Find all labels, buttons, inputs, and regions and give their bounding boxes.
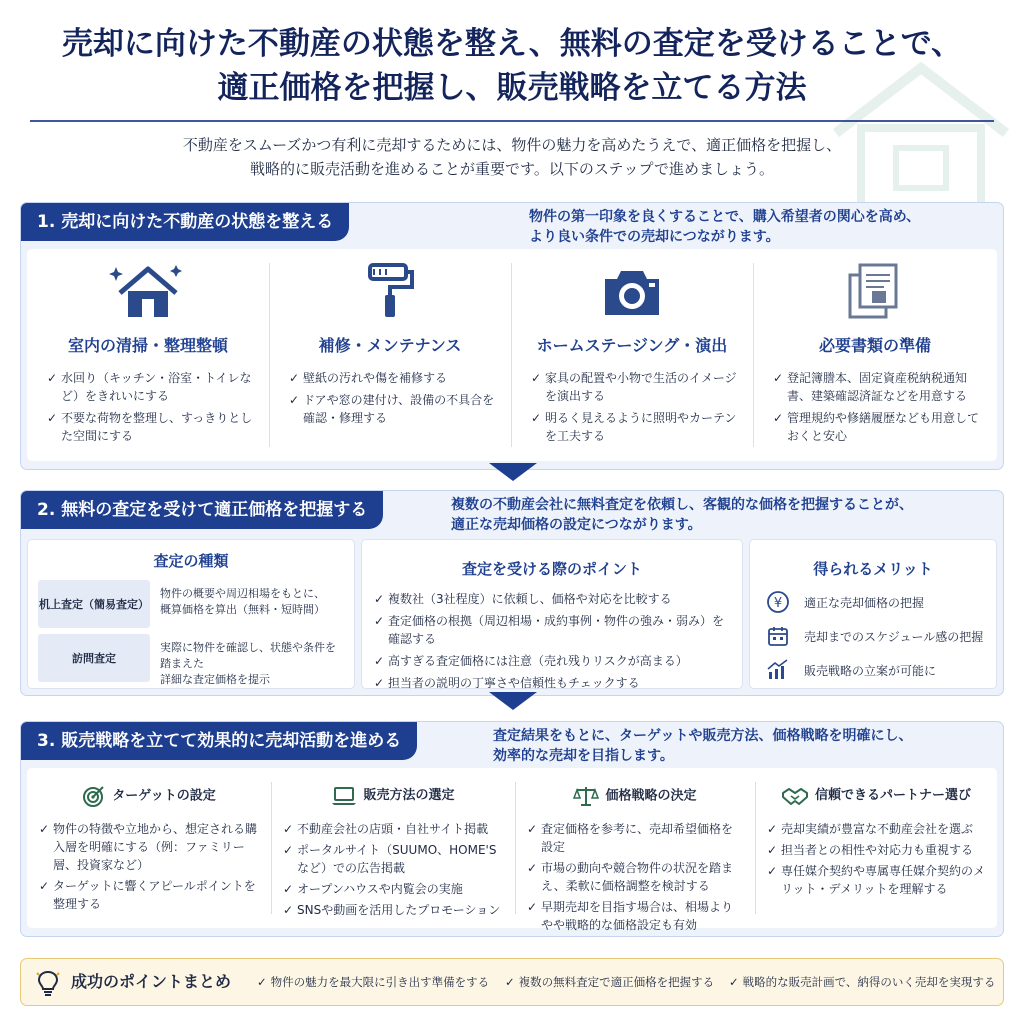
step1-heading: 1. 売却に向けた不動産の状態を整える	[21, 203, 349, 241]
list-item: ✓ 不要な荷物を整理し、すっきりとした空間にする	[47, 409, 257, 445]
step3-col-title: 信頼できるパートナー選び	[814, 788, 971, 803]
appraisal-type-desc-line: 実際に物件を確認し、状態や条件を踏まえた	[160, 641, 336, 670]
step2-heading: 2. 無料の査定を受けて適正価格を把握する	[21, 491, 383, 529]
step1-col-title: 室内の清掃・整理整頓	[67, 336, 228, 355]
appraisal-points-box	[361, 539, 743, 689]
list-item: ✓ 専任媒介契約や専属専任媒介契約のメリット・デメリットを理解する	[767, 862, 985, 898]
step2-lead-line-1: 複数の不動産会社に無料査定を依頼し、客観的な価格を把握することが、	[451, 497, 913, 513]
appraisal-type-row	[38, 580, 346, 628]
appraisal-points-title: 査定を受ける際のポイント	[461, 560, 642, 578]
appraisal-type-label: 机上査定（簡易査定）	[38, 580, 150, 628]
list-item: ✓ 管理規約や修繕履歴なども用意しておくと安心	[773, 409, 985, 445]
list-item: ✓ 査定価格を参考に、売却希望価格を設定	[527, 820, 743, 856]
list-item: ✓ ポータルサイト（SUUMO、HOME'Sなど）での広告掲載	[283, 841, 503, 877]
list-item: ✓ 登記簿謄本、固定資産税納税通知書、建築確認済証などを用意する	[773, 369, 985, 405]
list-item: ✓ 査定価格の根拠（周辺相場・成約事例・物件の強み・弱み）を確認する	[374, 612, 734, 648]
list-item: ✓ 明るく見えるように照明やカーテンを工夫する	[531, 409, 741, 445]
merit-text: 適正な売却価格の把握	[804, 595, 925, 610]
title-line-2: 適正価格を把握し、販売戦略を立てる方法	[217, 70, 807, 106]
list-item: ✓ SNSや動画を活用したプロモーション	[283, 901, 503, 919]
step3-col-target	[27, 768, 271, 928]
merit-text: 売却までのスケジュール感の把握	[804, 629, 984, 644]
list-item: ✓ 担当者の説明の丁寧さや信頼性もチェックする	[374, 674, 734, 692]
merits-title: 得られるメリット	[813, 560, 933, 578]
appraisal-type-desc-line: 概算価格を算出（無料・短時間）	[160, 603, 325, 616]
calendar-icon	[766, 624, 790, 648]
appraisal-type-desc	[160, 640, 346, 688]
appraisal-types-title: 査定の種類	[153, 552, 229, 570]
laptop-icon	[331, 785, 357, 807]
list-item: ✓ オープンハウスや内覧会の実施	[283, 880, 503, 898]
summary-bar	[20, 958, 1004, 1006]
step3-section	[20, 721, 1004, 937]
list-item: ✓ 家具の配置や小物で生活のイメージを演出する	[531, 369, 741, 405]
step1-section	[20, 202, 1004, 470]
appraisal-type-desc-line: 物件の概要や周辺相場をもとに、	[160, 587, 325, 600]
step1-col-repair	[269, 249, 511, 461]
merit-item	[764, 588, 988, 616]
list-item: ✓ 市場の動向や競合物件の状況を踏まえ、柔軟に価格調整を検討する	[527, 859, 743, 895]
list-item: ✓ 複数社（3社程度）に依頼し、価格や対応を比較する	[374, 590, 734, 608]
step3-col-title: 販売方法の選定	[363, 788, 455, 803]
merit-item	[764, 656, 988, 684]
list-item: ✓ 高すぎる査定価格には注意（売れ残りリスクが高まる）	[374, 652, 734, 670]
camera-icon	[599, 261, 665, 321]
handshake-icon	[781, 785, 809, 807]
house-sparkle-icon	[108, 261, 188, 321]
step2-lead-line-2: 適正な売却価格の設定につながります。	[451, 517, 702, 533]
step-arrow-down-icon	[489, 692, 537, 710]
title-divider	[30, 120, 994, 122]
list-item: ✓ 担当者との相性や対応力も重視する	[767, 841, 985, 859]
appraisal-type-desc	[160, 586, 346, 618]
list-item: ✓ 不動産会社の店頭・自社サイト掲載	[283, 820, 503, 838]
appraisal-type-label: 訪問査定	[38, 634, 150, 682]
list-item: ✓ 水回り（キッチン・浴室・トイレなど）をきれいにする	[47, 369, 257, 405]
step1-col-cleaning	[27, 249, 269, 461]
step2-lead	[451, 495, 913, 535]
list-item: ✓ ターゲットに響くアピールポイントを整理する	[39, 877, 259, 913]
list-item: ✓ ドアや窓の建付け、設備の不具合を確認・修理する	[289, 391, 499, 427]
step1-col-staging	[511, 249, 753, 461]
yen-icon	[766, 590, 790, 614]
step2-section	[20, 490, 1004, 696]
step1-col-title: 補修・メンテナンス	[318, 336, 462, 355]
step1-lead-line-2: より良い条件での売却につながります。	[529, 229, 780, 245]
appraisal-type-desc-line: 詳細な査定価格を提示	[160, 673, 270, 686]
summary-item: ✓ 物件の魅力を最大限に引き出す準備をする	[257, 959, 489, 1005]
svg-text:¥: ¥	[773, 596, 783, 611]
list-item: ✓ 売却実績が豊富な不動産会社を選ぶ	[767, 820, 985, 838]
page-title	[0, 22, 1024, 110]
lightbulb-icon	[35, 969, 61, 997]
appraisal-types-box	[27, 539, 355, 689]
step1-lead	[529, 207, 920, 247]
growth-chart-icon	[766, 658, 790, 682]
step3-col-method	[271, 768, 515, 928]
step3-col-title: 価格戦略の決定	[605, 788, 697, 804]
list-item: ✓ 早期売却を目指す場合は、相場よりやや戦略的な価格設定も有効	[527, 898, 743, 934]
merits-box	[749, 539, 997, 689]
step1-col-documents	[753, 249, 997, 461]
appraisal-type-row	[38, 634, 346, 686]
list-item: ✓ 物件の特徴や立地から、想定される購入層を明確にする（例：ファミリー層、投資家など）	[39, 820, 259, 874]
list-item: ✓ 壁紙の汚れや傷を補修する	[289, 369, 499, 387]
step3-col-pricing	[515, 768, 755, 932]
summary-item: ✓ 複数の無料査定で適正価格を把握する	[505, 959, 714, 1005]
step3-lead-line-2: 効率的な売却を目指します。	[493, 748, 674, 764]
step3-lead-line-1: 査定結果をもとに、ターゲットや販売方法、価格戦略を明確にし、	[493, 728, 913, 744]
step3-panel	[27, 768, 997, 932]
scales-icon	[573, 784, 599, 808]
target-icon	[82, 784, 106, 808]
merit-item	[764, 622, 988, 650]
intro-line-1: 不動産をスムーズかつ有利に売却するためには、物件の魅力を高めたうえで、適正価格を把握し、	[182, 136, 842, 154]
step1-lead-line-1: 物件の第一印象を良くすることで、購入希望者の関心を高め、	[529, 209, 921, 225]
intro-line-2: 戦略的に販売活動を進めることが重要です。以下のステップで進めましょう。	[250, 160, 774, 178]
documents-icon	[844, 261, 906, 321]
title-line-1: 売却に向けた不動産の状態を整え、無料の査定を受けることで、	[61, 26, 963, 62]
paint-roller-icon	[360, 261, 420, 321]
step3-lead	[493, 726, 912, 766]
step3-col-partner	[755, 768, 997, 928]
intro-text	[0, 133, 1024, 181]
step3-heading: 3. 販売戦略を立てて効果的に売却活動を進める	[21, 722, 417, 760]
step1-panel	[27, 249, 997, 461]
summary-item: ✓ 戦略的な販売計画で、納得のいく売却を実現する	[729, 959, 995, 1005]
merit-text: 販売戦略の立案が可能に	[804, 663, 937, 678]
step-arrow-down-icon	[489, 463, 537, 481]
step1-col-title: ホームステージング・演出	[536, 336, 728, 355]
step3-col-title: ターゲットの設定	[112, 788, 216, 804]
step1-col-title: 必要書類の準備	[818, 336, 931, 355]
summary-title: 成功のポイントまとめ	[71, 972, 232, 991]
